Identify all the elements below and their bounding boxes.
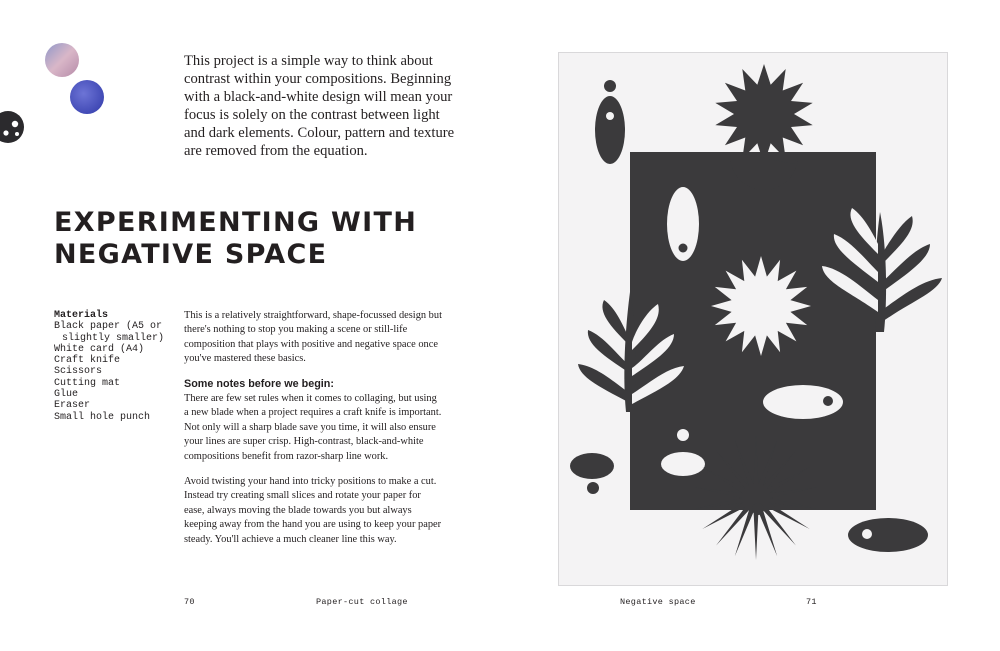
- left-page-number: 70: [184, 597, 195, 607]
- dot-shape: [604, 80, 616, 92]
- blue-dot: [70, 80, 104, 114]
- oval-shape: [595, 96, 625, 164]
- right-page-number: 71: [806, 597, 817, 607]
- page-title: [54, 207, 417, 271]
- collage-image: [558, 52, 948, 586]
- materials-list: [54, 310, 172, 423]
- list-item: Small hole punch: [54, 411, 151, 423]
- starburst-point-ring: [711, 256, 811, 356]
- notes-subheading: Some notes before we begin:: [184, 377, 334, 390]
- right-running-footer: Negative space: [620, 597, 696, 607]
- materials-title: Materials: [54, 310, 109, 321]
- list-item: Scissors: [54, 366, 103, 378]
- title-line-1: EXPERIMENTING WITH: [54, 207, 418, 238]
- intro-paragraph: This project is a simple way to think about contrast within your compositions. Beginning with a black-and-white design will mean your focus is solely on the contrast between light and dark elements. Colour, pattern and texture are removed from the equation.: [184, 53, 455, 159]
- body-paragraph-1: There are few set rules when it comes to collaging, but using a new blade when a project requires a craft knife is important. Not only will a sharp blade save you time, it will also ensure your lines are super crisp. High-contrast, black-and-white compositions benefit from razor-sharp line work.: [184, 393, 442, 462]
- body-intro-paragraph: This is a relatively straightforward, shape-focussed design but there's nothing to stop you making a scene or still-life composition that plays with positive and negative space once you've mastered these basics.: [184, 310, 442, 365]
- title-line-2: NEGATIVE SPACE: [54, 239, 328, 270]
- list-item: Eraser: [54, 400, 91, 412]
- decorative-dots: [0, 0, 120, 150]
- list-item: Glue: [54, 389, 79, 401]
- small-light-oval-shape: [661, 452, 705, 476]
- body-paragraph-2: Avoid twisting your hand into tricky positions to make a cut. Instead try creating small slices and rotate your paper for ease, always moving the blade towards you but always keeping away from the hand you are using to keep your paper steady. You'll achieve a much cleaner line this way.: [184, 476, 442, 545]
- left-running-footer: Paper-cut collage: [316, 597, 408, 607]
- list-item: Cutting mat: [54, 377, 121, 389]
- list-item: Craft knife: [54, 355, 121, 367]
- body-text: [184, 309, 442, 547]
- starburst-shape: [715, 64, 812, 164]
- list-item: Black paper (A5 or slightly smaller): [54, 321, 165, 344]
- white-starburst-shape: [711, 256, 811, 356]
- dark-dot: [0, 111, 24, 143]
- starburst-point-ring: [715, 64, 812, 164]
- pink-dot: [45, 43, 79, 77]
- list-item: White card (A4): [54, 343, 145, 355]
- bottom-left-oval-shape: [570, 453, 614, 479]
- collage-artwork: [558, 52, 948, 586]
- bottom-right-oval-shape: [848, 518, 928, 552]
